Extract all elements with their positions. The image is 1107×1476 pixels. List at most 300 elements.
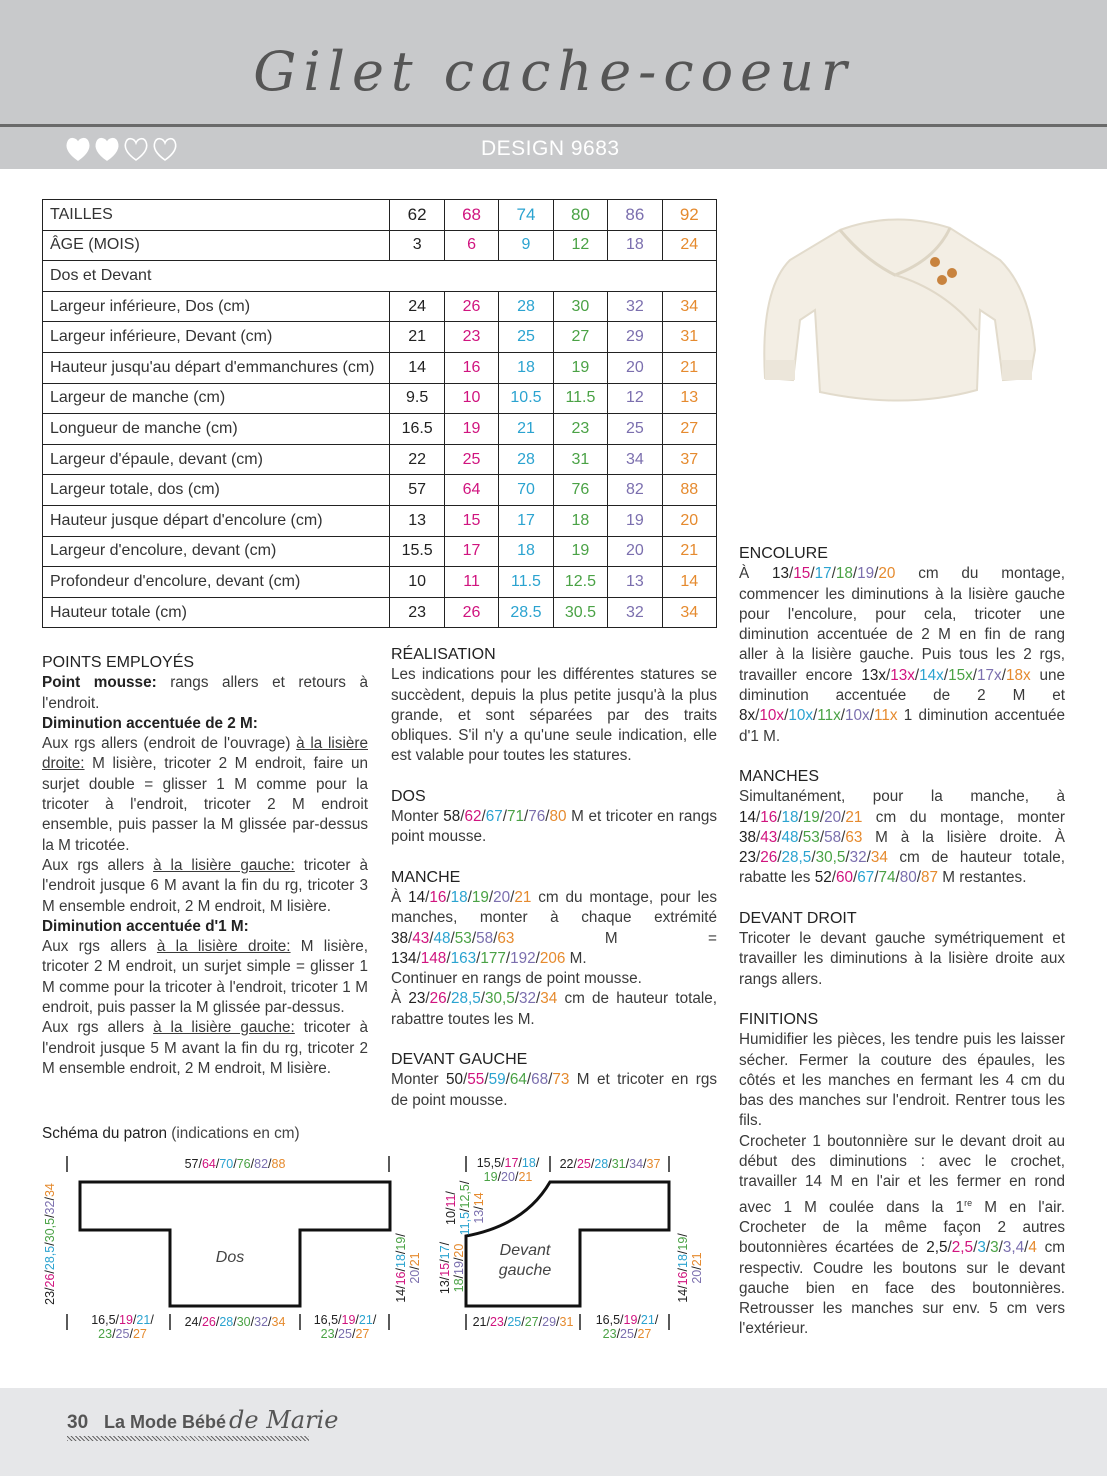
paragraph: Aux rgs allers à la lisière gauche: tricoter à l'endroit jusque 5 M avant la fin du rg, tricoter 2 M ensemble endroit, 2 M endroit, M lisière. <box>42 1019 368 1077</box>
cell-value: 14 <box>662 567 716 598</box>
size-value: 16 <box>429 888 447 906</box>
paragraph: Point mousse: rangs allers et retours à l'endroit. <box>42 674 368 712</box>
size-value: 25 <box>115 1327 130 1341</box>
paragraph: Aux rgs allers à la lisière gauche: tricoter à l'endroit jusque 6 M avant la fin du rg, tricoter 3 M ensemble endroit, 2 M endroit, M lisière. <box>42 856 368 915</box>
size-value: 28,5 <box>781 849 812 867</box>
size-value: 18 <box>676 1254 690 1268</box>
size-value: 22 <box>559 1157 574 1171</box>
size-value: 26 <box>760 849 778 867</box>
size-value: 31 <box>611 1157 626 1171</box>
size-value: 30 <box>236 1315 251 1329</box>
size-value: 8x <box>739 707 756 725</box>
size-value: 64 <box>201 1157 216 1171</box>
dim-dos-height: 23/26/28,5/30,5/32/34 <box>43 1183 57 1305</box>
row-label: Largeur de manche (cm) <box>43 383 390 414</box>
cell-value: 62 <box>390 200 444 231</box>
page-number: 30 <box>67 1412 89 1433</box>
cell-value: 64 <box>444 475 498 506</box>
paragraph: À 13/15/17/18/19/20 cm du montage, commencer les diminutions à la lisière gauche pour l'encolure, pour cela, tricoter une diminution accentuée de 2 M en fin de rang aller à la lisière gauche. Puis tous les 2 rgs, travailler encore 13x/13x/14x/15x/17x/18x une diminution accentuée de 2 M et 8x/10x/10x/11x/10x/11x 1 diminution accentuée d'1 M. <box>739 565 1066 745</box>
cell-value: 3 <box>390 230 444 261</box>
size-value: 13 <box>772 565 790 583</box>
size-value: 21 <box>408 1252 422 1267</box>
cell-value: 74 <box>499 200 553 231</box>
size-value: 43 <box>412 929 430 947</box>
size-value: 53 <box>454 929 472 947</box>
size-value: 67 <box>485 808 503 826</box>
size-value: 16 <box>760 808 778 826</box>
size-value: 50 <box>446 1071 464 1089</box>
size-value: 15x <box>948 666 973 684</box>
devant-label-line2: gauche <box>498 1262 552 1279</box>
paragraph: Crocheter 1 boutonnière sur le devant droit au début des diminutions : avec le crochet, travailler 14 M en l'air et les fermer en rond avec 1 M coulée dans la 1re M en l'air. Crocheter de la même façon 2 autres boutonnières écartées de 2,5/2,5/3/3/3,4/4 cm respectiv. Coudre les boutons sur le devant gauche bien en face des boutonnières. Retrousser les manches sur env. 5 cm vers l'extérieur. <box>739 1132 1065 1338</box>
cell-value: 20 <box>608 352 662 383</box>
size-value: 134 <box>391 949 417 967</box>
size-value: 23 <box>43 1290 57 1305</box>
dim-front-sleeve: 14/16/18/19/ 20/21 <box>676 1233 704 1303</box>
size-value: 17 <box>504 1156 519 1170</box>
size-value: 19 <box>394 1236 408 1251</box>
size-value: 18 <box>450 888 468 906</box>
size-value: 37 <box>646 1157 661 1171</box>
size-value: 34 <box>271 1315 286 1329</box>
section-heading: RÉALISATION <box>391 646 496 663</box>
size-value: 38 <box>739 828 757 846</box>
bold-term: Diminution accentuée d'1 M: <box>42 917 249 935</box>
design-number: DESIGN 9683 <box>481 137 620 160</box>
cell-value: 18 <box>608 230 662 261</box>
size-value: 11x <box>817 707 841 725</box>
cell-value: 28 <box>499 291 553 322</box>
devant-label <box>480 1241 570 1281</box>
size-value: 88 <box>271 1157 286 1171</box>
cell-value: 11 <box>444 567 498 598</box>
size-value: 52 <box>814 869 832 887</box>
size-value: 21 <box>518 1170 533 1184</box>
row-label: TAILLES <box>43 200 390 231</box>
size-value: 16,5 <box>595 1313 621 1327</box>
size-value: 28 <box>219 1315 234 1329</box>
size-value: 74 <box>878 869 896 887</box>
dim-front-height: 13/15/17/ 18/19/20 <box>438 1241 466 1295</box>
cell-value: 10 <box>390 567 444 598</box>
cell-value: 19 <box>553 536 607 567</box>
size-value: 10x <box>759 707 785 725</box>
cell-value: 27 <box>662 414 716 445</box>
cell-value: 23 <box>444 322 498 353</box>
size-value: 14 <box>676 1288 690 1303</box>
size-value: 21 <box>136 1313 151 1327</box>
size-value: 11x <box>873 707 898 725</box>
cell-value: 31 <box>662 322 716 353</box>
cell-value: 19 <box>608 505 662 536</box>
dim-front-bottom: 21/23/25/27/29/31 <box>472 1315 574 1329</box>
cell-value: 86 <box>608 200 662 231</box>
cell-value: 11.5 <box>553 383 607 414</box>
cell-value: 17 <box>444 536 498 567</box>
size-value: 3 <box>977 1239 986 1257</box>
size-value: 28,5 <box>43 1245 57 1271</box>
cell-value: 28.5 <box>499 597 553 628</box>
devant-label-line1: Devant <box>499 1242 551 1259</box>
cell-value: 10.5 <box>499 383 553 414</box>
size-value: 80 <box>899 869 917 887</box>
size-value: 23 <box>98 1327 113 1341</box>
cell-value: 12 <box>608 383 662 414</box>
cell-value: 23 <box>553 414 607 445</box>
size-value: 73 <box>552 1071 570 1089</box>
schema-title-text: Schéma du patron <box>42 1125 168 1142</box>
section-heading: POINTS EMPLOYÉS <box>42 654 195 671</box>
cell-value: 11.5 <box>499 567 553 598</box>
brand-name: La Mode Bébé <box>104 1412 227 1432</box>
underlined-term: à la lisière droite: <box>156 938 291 956</box>
size-value: 32 <box>43 1200 57 1215</box>
size-value: 27 <box>132 1327 147 1341</box>
size-value: 27 <box>524 1315 539 1329</box>
row-label: Profondeur d'encolure, devant (cm) <box>43 567 390 598</box>
size-value: 18x <box>1005 666 1031 684</box>
size-value: 14 <box>394 1288 408 1303</box>
cell-value: 21 <box>662 536 716 567</box>
size-value: 206 <box>539 949 566 967</box>
size-value: 18 <box>521 1156 536 1170</box>
superscript: re <box>964 1197 973 1208</box>
dim-dos-bottom: 24/26/28/30/32/34 <box>184 1315 286 1329</box>
cell-value: 29 <box>608 322 662 353</box>
cell-value: 23 <box>390 597 444 628</box>
size-value: 57 <box>184 1157 199 1171</box>
cell-value: 30.5 <box>553 597 607 628</box>
paragraph: Aux rgs allers (endroit de l'ouvrage) à la lisière droite: M lisière, tricoter 2 M endroit, faire un surjet double = glisser 1 M comme pour la tricoter à l'endroit, tricoter 2 M endroit ensemble, puis passer la M glissée par-dessus la M tricotée. <box>42 735 368 854</box>
size-value: 23 <box>320 1327 335 1341</box>
cell-value: 9.5 <box>390 383 444 414</box>
size-value: 21 <box>358 1313 373 1327</box>
size-value: 32 <box>254 1315 269 1329</box>
size-value: 76 <box>236 1157 251 1171</box>
size-value: 21 <box>845 808 863 826</box>
section-heading: DEVANT GAUCHE <box>391 1051 528 1069</box>
size-value: 87 <box>921 869 939 887</box>
cell-value: 6 <box>444 230 498 261</box>
cell-value: 15.5 <box>390 536 444 567</box>
row-label: Longueur de manche (cm) <box>43 414 390 445</box>
size-value: 28,5 <box>450 990 481 1008</box>
size-value: 26 <box>43 1273 57 1288</box>
cell-value: 10 <box>444 383 498 414</box>
paragraph: À 23/26/28,5/30,5/32/34 cm de hauteur totale, rabattre toutes les M. <box>391 990 718 1028</box>
dim-dos-sleeve-right: 16,5/19/21/ 23/25/27 <box>313 1313 377 1341</box>
row-label: Largeur d'encolure, devant (cm) <box>43 536 390 567</box>
size-value: 163 <box>450 949 477 967</box>
cell-value: 32 <box>608 291 662 322</box>
size-value: 63 <box>845 828 863 846</box>
row-label: ÂGE (MOIS) <box>43 230 390 261</box>
dim-shoulder-width: 22/25/28/31/34/37 <box>559 1157 661 1171</box>
size-value: 62 <box>464 808 482 826</box>
paragraph: Simultanément, pour la manche, à 14/16/18/19/20/21 cm du montage, monter 38/43/48/53/58/63 M à la lisière droite. À 23/26/28,5/30,5/32/34 cm de hauteur totale, rabatte les 52/60/67/74/80/87 M restantes. <box>739 788 1065 887</box>
size-value: 19 <box>471 888 489 906</box>
dim-dos-sleeve-left: 16,5/19/21/ 23/25/27 <box>91 1313 154 1341</box>
size-value: 60 <box>835 869 853 887</box>
size-value: 18 <box>835 565 853 583</box>
underlined-term: à la lisière droite: <box>42 735 368 773</box>
size-value: 43 <box>760 828 778 846</box>
size-value: 18 <box>781 808 799 826</box>
row-label: Largeur d'épaule, devant (cm) <box>43 444 390 475</box>
cell-value: 92 <box>662 200 716 231</box>
size-value: 17 <box>438 1245 452 1260</box>
size-value: 48 <box>433 929 451 947</box>
size-value: 63 <box>497 929 515 947</box>
size-value: 21 <box>514 888 532 906</box>
section-heading: DOS <box>391 787 426 805</box>
section-heading: MANCHES <box>739 767 820 785</box>
cell-value: 19 <box>444 414 498 445</box>
size-value: 20 <box>408 1269 422 1284</box>
cell-value: 18 <box>499 536 553 567</box>
cell-value: 16 <box>444 352 498 383</box>
cell-value: 80 <box>553 200 607 231</box>
size-value: 21 <box>640 1313 655 1327</box>
cell-value: 25 <box>608 414 662 445</box>
size-value: 23 <box>739 849 757 867</box>
size-value: 25 <box>576 1157 591 1171</box>
size-value: 15 <box>793 565 811 583</box>
paragraph: Monter 50/55/59/64/68/73 M et tricoter en rgs de point mousse. <box>391 1071 717 1109</box>
cell-value: 24 <box>390 291 444 322</box>
size-value: 21 <box>690 1252 704 1267</box>
size-value: 3 <box>990 1239 999 1257</box>
size-value: 23 <box>602 1327 617 1341</box>
size-value: 14 <box>408 888 426 906</box>
cell-value: 13 <box>608 567 662 598</box>
cell-value: 18 <box>499 352 553 383</box>
size-value: 19 <box>483 1170 498 1184</box>
cell-value: 12 <box>553 230 607 261</box>
size-value: 80 <box>549 808 567 826</box>
bold-term: Point mousse: <box>42 674 157 692</box>
cell-value: 34 <box>662 291 716 322</box>
size-value: 34 <box>540 990 558 1008</box>
size-value: 19 <box>802 808 820 826</box>
size-value: 82 <box>254 1157 269 1171</box>
size-value: 13 <box>472 1209 486 1224</box>
size-value: 34 <box>870 849 888 867</box>
size-value: 13x <box>890 666 915 684</box>
size-value: 148 <box>420 949 447 967</box>
page-title: Gilet cache-coeur <box>253 40 854 103</box>
size-value: 2,5 <box>926 1239 948 1257</box>
size-value: 177 <box>480 949 506 967</box>
dim-neck-width: 15,5/17/18/ 19/20/21 <box>476 1156 540 1184</box>
size-value: 20 <box>690 1269 704 1284</box>
size-value: 59 <box>488 1071 506 1089</box>
size-value: 70 <box>219 1157 234 1171</box>
size-value: 15,5 <box>476 1156 502 1170</box>
section-heading: DEVANT DROIT <box>739 909 857 927</box>
cell-value: 32 <box>608 597 662 628</box>
brand-script: de Marie <box>229 1406 339 1434</box>
size-value: 18 <box>452 1278 466 1293</box>
cell-value: 30 <box>553 291 607 322</box>
cell-value: 17 <box>499 505 553 536</box>
size-value: 20 <box>452 1243 466 1258</box>
size-value: 12,5 <box>458 1184 472 1209</box>
size-value: 34 <box>629 1157 644 1171</box>
paragraph: Continuer en rangs de point mousse. <box>391 970 642 988</box>
row-label: Hauteur jusqu'au départ d'emmanchures (cm) <box>43 352 390 383</box>
size-value: 29 <box>542 1315 557 1329</box>
size-value: 17 <box>814 565 832 583</box>
size-value: 48 <box>781 828 799 846</box>
cell-value: 12.5 <box>553 567 607 598</box>
cell-value: 21 <box>662 352 716 383</box>
size-value: 19 <box>676 1236 690 1251</box>
dos-piece <box>80 1182 390 1306</box>
cell-value: 31 <box>553 444 607 475</box>
size-value: 58 <box>824 828 842 846</box>
section-label: Dos et Devant <box>43 261 717 292</box>
cell-value: 26 <box>444 291 498 322</box>
paragraph: Humidifier les pièces, les tendre puis les laisser sécher. Fermer la couture des épaules, les côtés et les manches en fermant les 4 cm du bas des manches sur l'endroit. Rentrer tous les fils. <box>739 1031 1065 1130</box>
dim-dos-width: 57/64/70/76/82/88 <box>184 1157 286 1171</box>
size-value: 14x <box>919 666 944 684</box>
row-label: Hauteur totale (cm) <box>43 597 390 628</box>
size-value: 67 <box>857 869 875 887</box>
bold-term: Diminution accentuée de 2 M: <box>42 714 258 732</box>
cell-value: 20 <box>608 536 662 567</box>
size-value: 71 <box>507 808 525 826</box>
size-value: 26 <box>429 990 447 1008</box>
size-value: 13 <box>438 1280 452 1295</box>
size-value: 30,5 <box>43 1217 57 1243</box>
size-value: 16,5 <box>91 1313 116 1327</box>
dim-neck-depth: 10/11/ 11,5/12,5/ 13/14 <box>444 1180 486 1236</box>
cell-value: 9 <box>499 230 553 261</box>
size-value: 31 <box>559 1315 574 1329</box>
size-value: 32 <box>519 990 537 1008</box>
size-value: 58 <box>443 808 461 826</box>
size-value: 16 <box>676 1271 690 1286</box>
size-value: 2,5 <box>951 1239 974 1257</box>
size-value: 19 <box>623 1313 638 1327</box>
cell-value: 13 <box>390 505 444 536</box>
cell-value: 37 <box>662 444 716 475</box>
size-value: 38 <box>391 929 409 947</box>
section-heading: MANCHE <box>391 868 461 886</box>
size-value: 25 <box>338 1327 352 1341</box>
footer-underline <box>67 1436 309 1441</box>
size-value: 25 <box>620 1327 634 1341</box>
cell-value: 34 <box>608 444 662 475</box>
cell-value: 13 <box>662 383 716 414</box>
size-value: 34 <box>43 1183 57 1198</box>
section-heading: ENCOLURE <box>739 545 828 562</box>
cell-value: 27 <box>553 322 607 353</box>
size-value: 15 <box>438 1262 452 1277</box>
paragraph: Aux rgs allers à la lisière droite: M lisière, tricoter 2 M endroit, un surjet simple = glisser 1 M comme pour la tricoter à l'endroit, tricoter 1 M endroit, puis passer la M glissée par-dessus. <box>42 938 368 1017</box>
size-value: 14 <box>739 808 757 826</box>
size-value: 26 <box>201 1315 216 1329</box>
cell-value: 18 <box>553 505 607 536</box>
size-value: 19 <box>857 565 875 583</box>
cell-value: 14 <box>390 352 444 383</box>
size-value: 10x <box>845 707 870 725</box>
underlined-term: à la lisière gauche: <box>153 856 295 874</box>
cell-value: 34 <box>662 597 716 628</box>
paragraph: À 14/16/18/19/20/21 cm du montage, pour les manches, monter à chaque extrémité 38/43/48/53/58/63 M = 134/148/163/177/192/206 M. <box>391 888 718 967</box>
size-value: 192 <box>510 949 536 967</box>
row-label: Largeur inférieure, Dos (cm) <box>43 291 390 322</box>
size-value: 58 <box>476 929 494 947</box>
dim-front-sleeve-length: 16,5/19/21/ 23/25/27 <box>595 1313 659 1341</box>
cell-value: 25 <box>444 444 498 475</box>
cell-value: 25 <box>499 322 553 353</box>
row-label: Largeur inférieure, Devant (cm) <box>43 322 390 353</box>
paragraph: Monter 58/62/67/71/76/80 M et tricoter en rangs point mousse. <box>391 808 718 846</box>
cell-value: 88 <box>662 475 716 506</box>
dim-sleeve-width: 14/16/18/19/ 20/21 <box>394 1233 422 1303</box>
cell-value: 19 <box>553 352 607 383</box>
size-value: 19 <box>452 1261 466 1275</box>
cell-value: 57 <box>390 475 444 506</box>
size-value: 53 <box>802 828 820 846</box>
cell-value: 21 <box>499 414 553 445</box>
size-value: 64 <box>509 1071 527 1089</box>
size-value: 76 <box>528 808 546 826</box>
cell-value: 76 <box>553 475 607 506</box>
cell-value: 24 <box>662 230 716 261</box>
size-value: 27 <box>637 1327 652 1341</box>
size-value: 20 <box>878 565 896 583</box>
cell-value: 21 <box>390 322 444 353</box>
size-value: 24 <box>184 1315 199 1329</box>
size-value: 28 <box>594 1157 609 1171</box>
size-value: 17x <box>977 666 1002 684</box>
size-value: 30,5 <box>484 990 515 1008</box>
paragraph: Tricoter le devant gauche symétriquement et travailler les diminutions à la lisière droite aux rangs allers. <box>739 930 1065 988</box>
underlined-term: à la lisière gauche: <box>153 1019 295 1037</box>
schema-note: (indications en cm) <box>167 1125 300 1142</box>
row-label: Hauteur jusque départ d'encolure (cm) <box>43 505 390 536</box>
row-label: Largeur totale, dos (cm) <box>43 475 390 506</box>
size-value: 10 <box>444 1211 458 1225</box>
size-value: 11,5 <box>458 1211 472 1236</box>
size-value: 10x <box>788 707 813 725</box>
size-value: 55 <box>467 1071 485 1089</box>
cell-value: 26 <box>444 597 498 628</box>
size-value: 23 <box>408 990 426 1008</box>
size-value: 14 <box>472 1192 486 1207</box>
size-value: 20 <box>493 888 511 906</box>
dos-label: Dos <box>215 1249 245 1266</box>
section-heading: FINITIONS <box>739 1010 819 1028</box>
size-value: 4 <box>1028 1239 1037 1257</box>
size-value: 20 <box>824 808 842 826</box>
size-value: 19 <box>341 1313 356 1327</box>
size-value: 16,5 <box>313 1313 339 1327</box>
cell-value: 22 <box>390 444 444 475</box>
size-value: 16 <box>394 1271 408 1286</box>
size-value: 18 <box>394 1254 408 1268</box>
size-value: 11 <box>444 1194 458 1208</box>
cell-value: 28 <box>499 444 553 475</box>
size-value: 32 <box>849 849 867 867</box>
cell-value: 20 <box>662 505 716 536</box>
paragraph: Les indications pour les différentes statures se succèdent, depuis la plus petite jusqu'à la plus grande, et sont séparées par des traits obliques. S'il n'y a qu'une seule indication, elle est valable pour toutes les statures. <box>391 666 717 765</box>
size-value: 27 <box>355 1327 370 1341</box>
size-value: 30,5 <box>815 849 846 867</box>
